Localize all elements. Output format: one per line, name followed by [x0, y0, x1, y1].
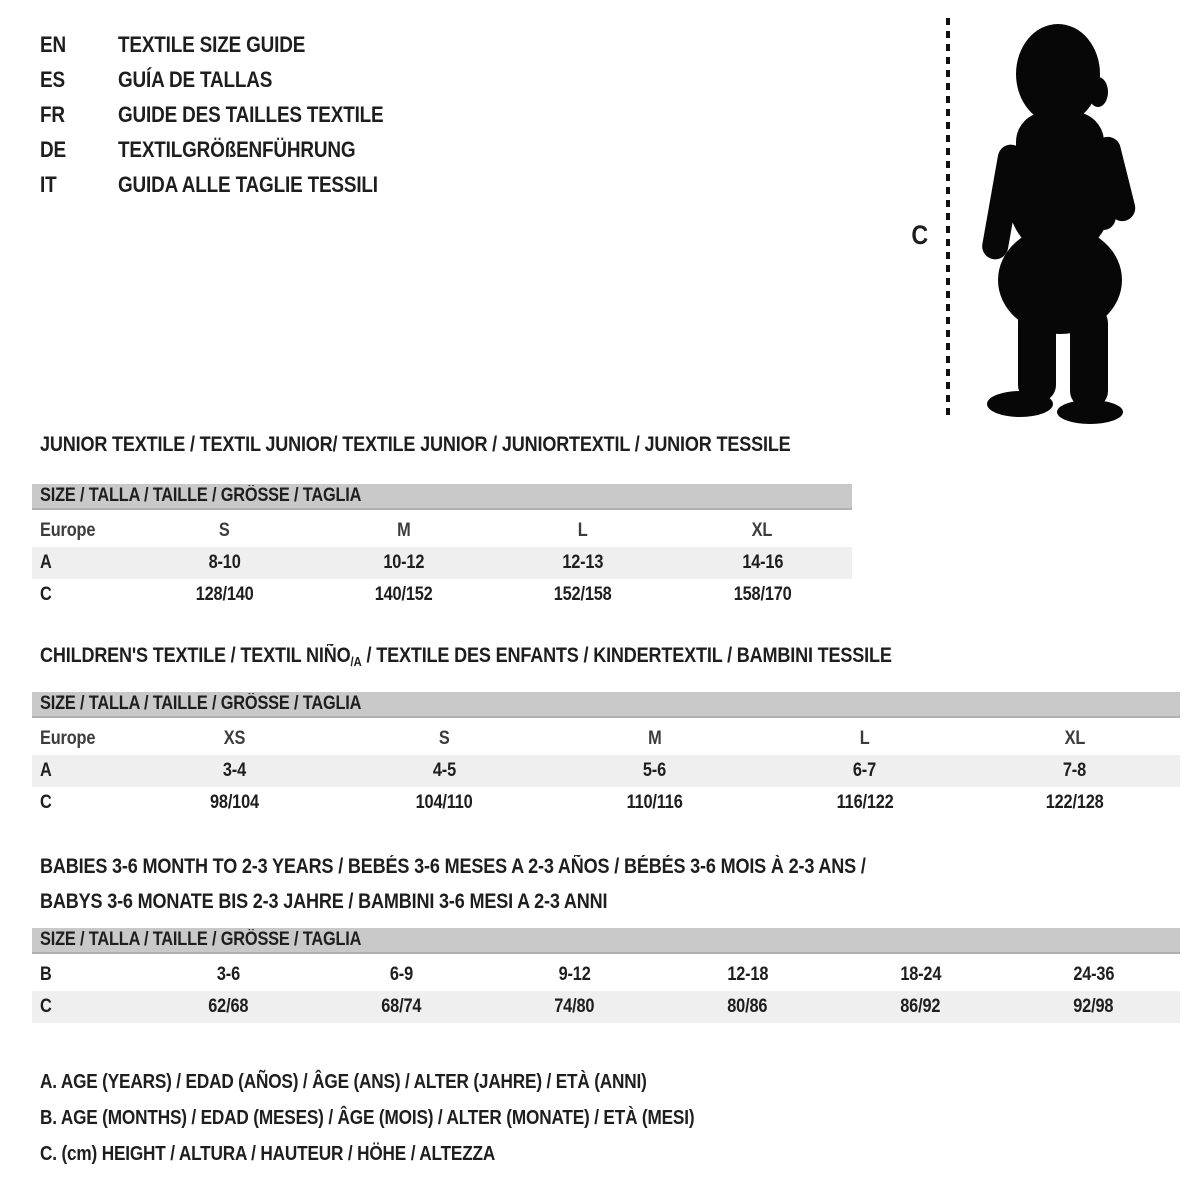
- size-cell: 12-13: [562, 552, 604, 573]
- legend-line-c: C. (cm) HEIGHT / ALTURA / HAUTEUR / HÖHE / ALTEZZA: [40, 1142, 496, 1165]
- babies-size-table: [32, 928, 1180, 1023]
- size-table-header: SIZE / TALLA / TAILLE / GRÖSSE / TAGLIA: [32, 928, 1180, 954]
- language-label: GUIDE DES TAILLES TEXTILE: [118, 101, 384, 127]
- size-cell: 110/116: [626, 792, 683, 813]
- language-row: [40, 27, 427, 62]
- size-cell: XL: [752, 520, 773, 541]
- size-cell: 68/74: [381, 996, 422, 1017]
- size-cell: 8-10: [208, 552, 241, 573]
- size-cell: XS: [223, 728, 245, 749]
- size-cell: 3-6: [216, 964, 241, 985]
- legend-line-a: A. AGE (YEARS) / EDAD (AÑOS) / ÂGE (ANS) / ALTER (JAHRE) / ETÀ (ANNI): [40, 1070, 647, 1093]
- size-table-header: SIZE / TALLA / TAILLE / GRÖSSE / TAGLIA: [32, 692, 1180, 718]
- size-cell: 10-12: [383, 552, 425, 573]
- size-cell: 140/152: [374, 584, 433, 605]
- language-code: IT: [40, 171, 57, 197]
- size-cell: 62/68: [208, 996, 249, 1017]
- language-row: [40, 167, 427, 202]
- size-cell: 116/122: [836, 792, 894, 813]
- language-row: [40, 62, 427, 97]
- size-cell: M: [397, 520, 411, 541]
- size-cell: 104/110: [415, 792, 473, 813]
- size-cell: 24-36: [1073, 964, 1114, 985]
- table-row-a: [32, 755, 1180, 787]
- language-row: [40, 97, 427, 132]
- height-measure-line: [946, 18, 950, 420]
- language-code: ES: [40, 66, 65, 92]
- size-cell: XL: [1064, 728, 1086, 749]
- table-row-a: [32, 547, 852, 579]
- size-cell: 98/104: [209, 792, 259, 813]
- legend-line-b: B. AGE (MONTHS) / EDAD (MESES) / ÂGE (MOIS) / ALTER (MONATE) / ETÀ (MESI): [40, 1106, 695, 1129]
- size-cell: L: [859, 728, 870, 749]
- language-label: GUIDA ALLE TAGLIE TESSILI: [118, 171, 378, 197]
- row-label: A: [40, 760, 52, 781]
- size-cell: S: [438, 728, 450, 749]
- size-cell: 12-18: [727, 964, 768, 985]
- height-measure-label: C: [911, 220, 928, 250]
- toddler-silhouette-icon: [962, 12, 1154, 424]
- language-label: TEXTILGRÖßENFÜHRUNG: [118, 136, 356, 162]
- size-cell: 14-16: [741, 552, 783, 573]
- size-cell: 6-9: [389, 964, 414, 985]
- size-cell: 152/158: [554, 584, 613, 605]
- row-label: Europe: [40, 728, 96, 749]
- size-cell: 80/86: [727, 996, 768, 1017]
- size-cell: M: [647, 728, 662, 749]
- table-row-europe: [32, 723, 1180, 755]
- size-cell: 4-5: [432, 760, 456, 781]
- table-row-europe: [32, 515, 852, 547]
- size-cell: 92/98: [1073, 996, 1114, 1017]
- size-cell: 122/128: [1045, 792, 1104, 813]
- size-figure: [900, 8, 1170, 433]
- children-section-title: CHILDREN'S TEXTILE / TEXTIL $NIÑO_{/A}$ / TEXTILE DES ENFANTS / KINDERTEXTIL / BAMBINI TESSILE: [40, 644, 892, 669]
- row-label: C: [40, 996, 52, 1017]
- table-row-b: [32, 959, 1180, 991]
- size-cell: 18-24: [900, 964, 941, 985]
- junior-section-title: JUNIOR TEXTILE / TEXTIL JUNIOR/ TEXTILE JUNIOR / JUNIORTEXTIL / JUNIOR TESSILE: [40, 433, 791, 456]
- size-cell: L: [578, 520, 589, 541]
- table-row-c: [32, 991, 1180, 1023]
- size-cell: 86/92: [900, 996, 941, 1017]
- language-guide: [40, 27, 427, 202]
- size-cell: 158/170: [733, 584, 792, 605]
- size-cell: 74/80: [554, 996, 595, 1017]
- size-table-header: SIZE / TALLA / TAILLE / GRÖSSE / TAGLIA: [32, 484, 852, 510]
- language-label: TEXTILE SIZE GUIDE: [118, 31, 306, 57]
- size-cell: S: [219, 520, 230, 541]
- language-row: [40, 132, 427, 167]
- measurement-legend: [40, 1064, 801, 1172]
- row-label: Europe: [40, 520, 96, 541]
- language-label: GUÍA DE TALLAS: [118, 66, 273, 92]
- table-row-c: [32, 579, 852, 611]
- language-code: EN: [40, 31, 66, 57]
- junior-size-table: [32, 484, 852, 611]
- language-code: DE: [40, 136, 66, 162]
- row-label: C: [40, 584, 52, 605]
- size-cell: 3-4: [222, 760, 246, 781]
- size-cell: 5-6: [642, 760, 667, 781]
- row-label: C: [40, 792, 52, 813]
- babies-section-title: BABIES 3-6 MONTH TO 2-3 YEARS / BEBÉS 3-6 MESES A 2-3 AÑOS / BÉBÉS 3-6 MOIS À 2-3 ANS / BABYS 3-6 MONATE BIS 2-3 JAHRE / BAMBINI 3-6 MESI A 2-3 ANNI: [40, 855, 866, 913]
- nino-a-subscript: /A: [350, 654, 362, 669]
- size-cell: 6-7: [853, 760, 877, 781]
- size-cell: 128/140: [195, 584, 254, 605]
- size-cell: 7-8: [1063, 760, 1087, 781]
- language-code: FR: [40, 101, 65, 127]
- table-row-c: [32, 787, 1180, 819]
- row-label: B: [40, 964, 52, 985]
- size-cell: 9-12: [558, 964, 591, 985]
- children-size-table: [32, 692, 1180, 819]
- row-label: A: [40, 552, 52, 573]
